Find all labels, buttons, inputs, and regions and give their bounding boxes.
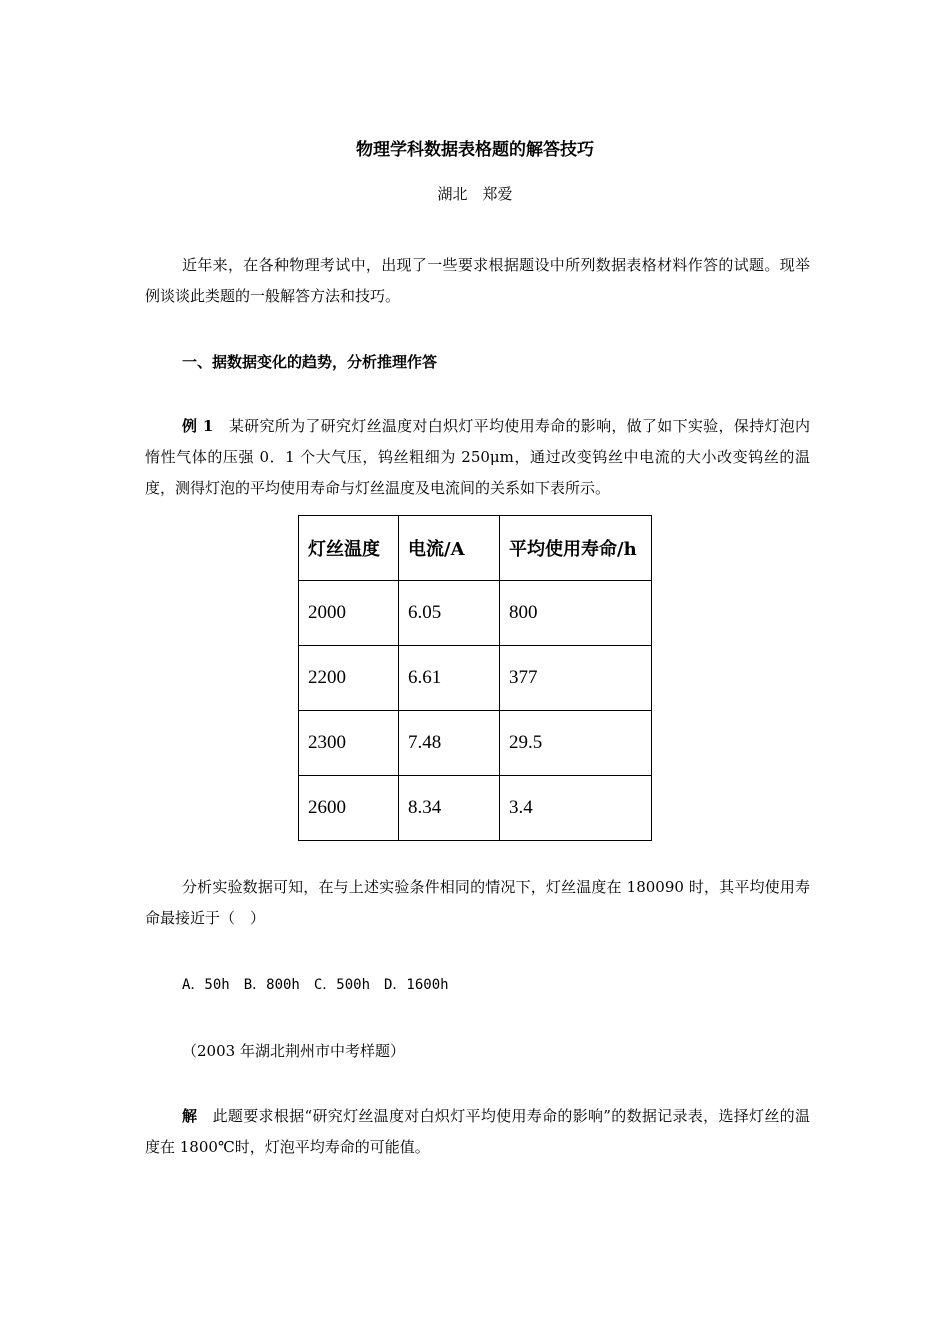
table-cell: 8.34 [399, 776, 500, 841]
intro-paragraph: 近年来，在各种物理考试中，出现了一些要求根据题设中所列数据表格材料作答的试题。现举例谈谈此类题的一般解答方法和技巧。 [145, 256, 810, 305]
example-paragraph [145, 411, 810, 504]
document-title: 物理学科数据表格题的解答技巧 [356, 140, 594, 160]
table-cell: 377 [500, 646, 652, 711]
table-cell: 2600 [299, 776, 399, 841]
solution-paragraph [145, 1101, 810, 1163]
solution-label: 解 [182, 1107, 198, 1125]
answer-options: A．50h B．800h C．500h D．1600h [182, 977, 449, 993]
table-header-cell: 平均使用寿命/h [500, 516, 652, 581]
table-header-cell: 灯丝温度 [299, 516, 399, 581]
section-heading: 一、据数据变化的趋势，分析推理作答 [182, 353, 438, 371]
example-text: 某研究所为了研究灯丝温度对白炽灯平均使用寿命的影响，做了如下实验，保持灯泡内惰性气体的压强 0．1 个大气压，钨丝粗细为 250μm，通过改变钨丝中电流的大小改变钨丝的温度，测得灯泡的平均使用寿命与灯丝温度及电流间的关系如下表所示。 [145, 417, 810, 497]
question-paragraph: 分析实验数据可知，在与上述实验条件相同的情况下，灯丝温度在 180090 时，其平均使用寿命最接近于（ ） [145, 878, 810, 927]
table-cell: 2300 [299, 711, 399, 776]
table-cell: 6.05 [399, 581, 500, 646]
document-author: 湖北 郑爱 [437, 185, 513, 203]
table-cell: 6.61 [399, 646, 500, 711]
table-row [299, 581, 652, 646]
table-row [299, 711, 652, 776]
table-cell: 800 [500, 581, 652, 646]
solution-text: 此题要求根据“研究灯丝温度对白炽灯平均使用寿命的影响”的数据记录表，选择灯丝的温度在 1800℃时，灯泡平均寿命的可能值。 [145, 1107, 810, 1156]
table-header-cell: 电流/A [399, 516, 500, 581]
table-cell: 29.5 [500, 711, 652, 776]
table-cell: 2000 [299, 581, 399, 646]
table-header-row [299, 516, 652, 581]
table-cell: 3.4 [500, 776, 652, 841]
example-label: 例 1 [182, 417, 214, 435]
question-source: （2003 年湖北荆州市中考样题） [182, 1042, 405, 1060]
table-row [299, 646, 652, 711]
data-table [298, 515, 652, 841]
table-row [299, 776, 652, 841]
table-cell: 2200 [299, 646, 399, 711]
table-cell: 7.48 [399, 711, 500, 776]
